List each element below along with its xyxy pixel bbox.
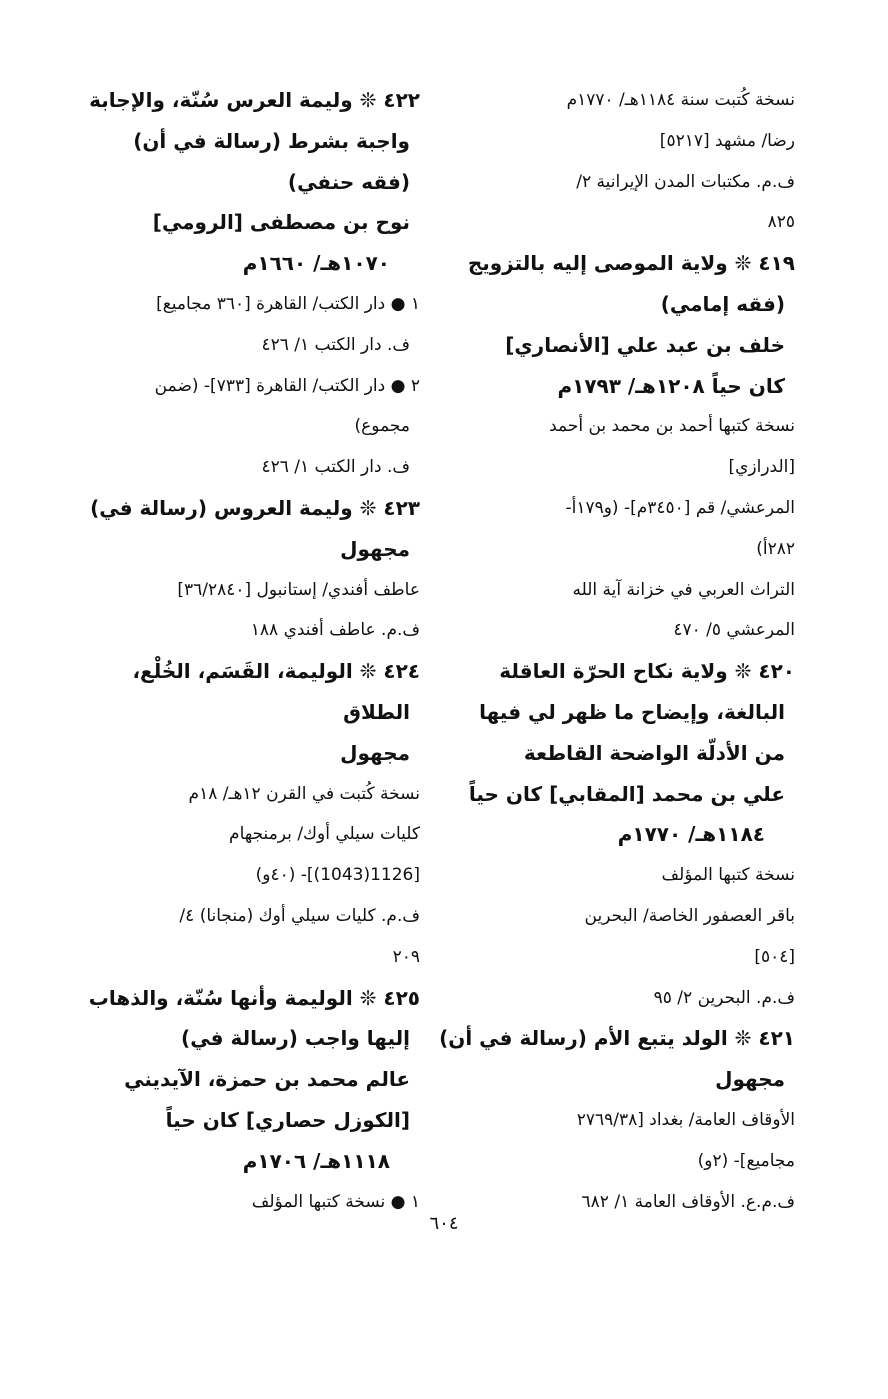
- line: ف.م. مكتبات المدن الإيرانية ٢/: [576, 171, 795, 192]
- line: الأوقاف العامة/ بغداد [٢٧٦٩/٣٨: [576, 1109, 795, 1130]
- line: المرعشي/ قم [٣٤٥٠م]- (و١٧٩أ-: [565, 497, 795, 518]
- left-column: [80, 80, 420, 1222]
- right-column: [439, 80, 795, 1222]
- date-line: ١١٨٤هـ/ ١٧٧٠م: [617, 822, 765, 847]
- line: (فقه حنفي): [287, 169, 410, 194]
- entry-heading: ٤١٩ ❊ ولاية الموصى إليه بالتزويج: [467, 251, 795, 276]
- line: ف.م. البحرين ٢/ ٩٥: [653, 987, 795, 1008]
- author-line: علي بن محمد [المقابي] كان حياً: [468, 781, 785, 806]
- line: ف.م. كليات سيلي أوك (منجانا) ٤/: [179, 905, 420, 926]
- author-line: خلف بن عبد علي [الأنصاري]: [505, 332, 785, 357]
- line: إليها واجب (رسالة في): [181, 1026, 410, 1051]
- date-line: كان حياً ١٢٠٨هـ/ ١٧٩٣م: [557, 373, 785, 398]
- author-line: عالم محمد بن حمزة، الآيديني: [124, 1067, 410, 1092]
- line: ١ ● نسخة كتبها المؤلف: [251, 1191, 420, 1212]
- line: ف.م.ع. الأوقاف العامة ١/ ٦٨٢: [581, 1191, 795, 1212]
- line: نسخة كُتبت سنة ١١٨٤هـ/ ١٧٧٠م: [566, 90, 795, 110]
- line: البالغة، وإيضاح ما ظهر لي فيها: [479, 699, 785, 724]
- entry-heading: ٤٢٠ ❊ ولاية نكاح الحرّة العاقلة: [499, 659, 795, 684]
- line: باقر العصفور الخاصة/ البحرين: [584, 905, 795, 926]
- line: ٨٢٥: [767, 212, 795, 233]
- line: ٢٨٢أ): [756, 538, 795, 559]
- line: [الدرازي]: [728, 457, 795, 478]
- line: مجاميع]- (٢و): [697, 1150, 795, 1171]
- page-number: ٦٠٤: [429, 1213, 459, 1234]
- line: ف.م. عاطف أفندي ١٨٨: [250, 620, 420, 641]
- author-line: نوح بن مصطفى [الرومي]: [152, 210, 410, 235]
- date-line: ١١١٨هـ/ ١٧٠٦م: [242, 1148, 390, 1173]
- line: ف. دار الكتب ١/ ٤٢٦: [261, 334, 410, 355]
- entry-heading: ٤٢٣ ❊ وليمة العروس (رسالة في): [90, 495, 420, 520]
- line: كليات سيلي أوك/ برمنجهام: [229, 824, 420, 845]
- line: واجبة بشرط (رسالة في أن): [133, 128, 410, 153]
- line: ٢ ● دار الكتب/ القاهرة [٧٣٣]- (ضمن: [154, 375, 420, 396]
- line: ٢٠٩: [392, 946, 420, 967]
- line: ١ ● دار الكتب/ القاهرة [٣٦٠ مجاميع]: [156, 293, 420, 314]
- author-line: مجهول: [715, 1067, 785, 1092]
- line: نسخة كُتبت في القرن ١٢هـ/ ١٨م: [188, 783, 420, 804]
- line: رضا/ مشهد [٥٢١٧]: [659, 130, 795, 151]
- line: [٥٠٤]: [754, 946, 795, 967]
- line: [1126(1043)]- (٤٠و): [255, 865, 420, 886]
- line: [الكوزل حصاري] كان حياً: [165, 1107, 410, 1132]
- line: (فقه إمامي): [660, 291, 785, 316]
- entry-heading: ٤٢٤ ❊ الوليمة، القَسَم، الخُلْع،: [132, 659, 420, 684]
- line: من الأدلّة الواضحة القاطعة: [523, 740, 785, 765]
- line: عاطف أفندي/ إستانبول [٣٦/٢٨٤٠]: [177, 579, 420, 600]
- date-line: ١٠٧٠هـ/ ١٦٦٠م: [242, 251, 390, 276]
- line: المرعشي ٥/ ٤٧٠: [673, 620, 795, 641]
- entry-heading: ٤٢٢ ❊ وليمة العرس سُنّة، والإجابة: [89, 88, 420, 112]
- entry-heading: ٤٢٥ ❊ الوليمة وأنها سُنّة، والذهاب: [88, 985, 420, 1010]
- line: نسخة كتبها المؤلف: [661, 865, 795, 886]
- line: التراث العربي في خزانة آية الله: [572, 579, 795, 600]
- line: الطلاق: [343, 699, 410, 724]
- entry-heading: ٤٢١ ❊ الولد يتبع الأم (رسالة في أن): [439, 1026, 795, 1051]
- author-line: مجهول: [340, 740, 410, 765]
- line: ف. دار الكتب ١/ ٤٢٦: [261, 457, 410, 478]
- author-line: مجهول: [340, 536, 410, 561]
- line: مجموع): [354, 416, 410, 437]
- line: نسخة كتبها أحمد بن محمد بن أحمد: [549, 416, 795, 437]
